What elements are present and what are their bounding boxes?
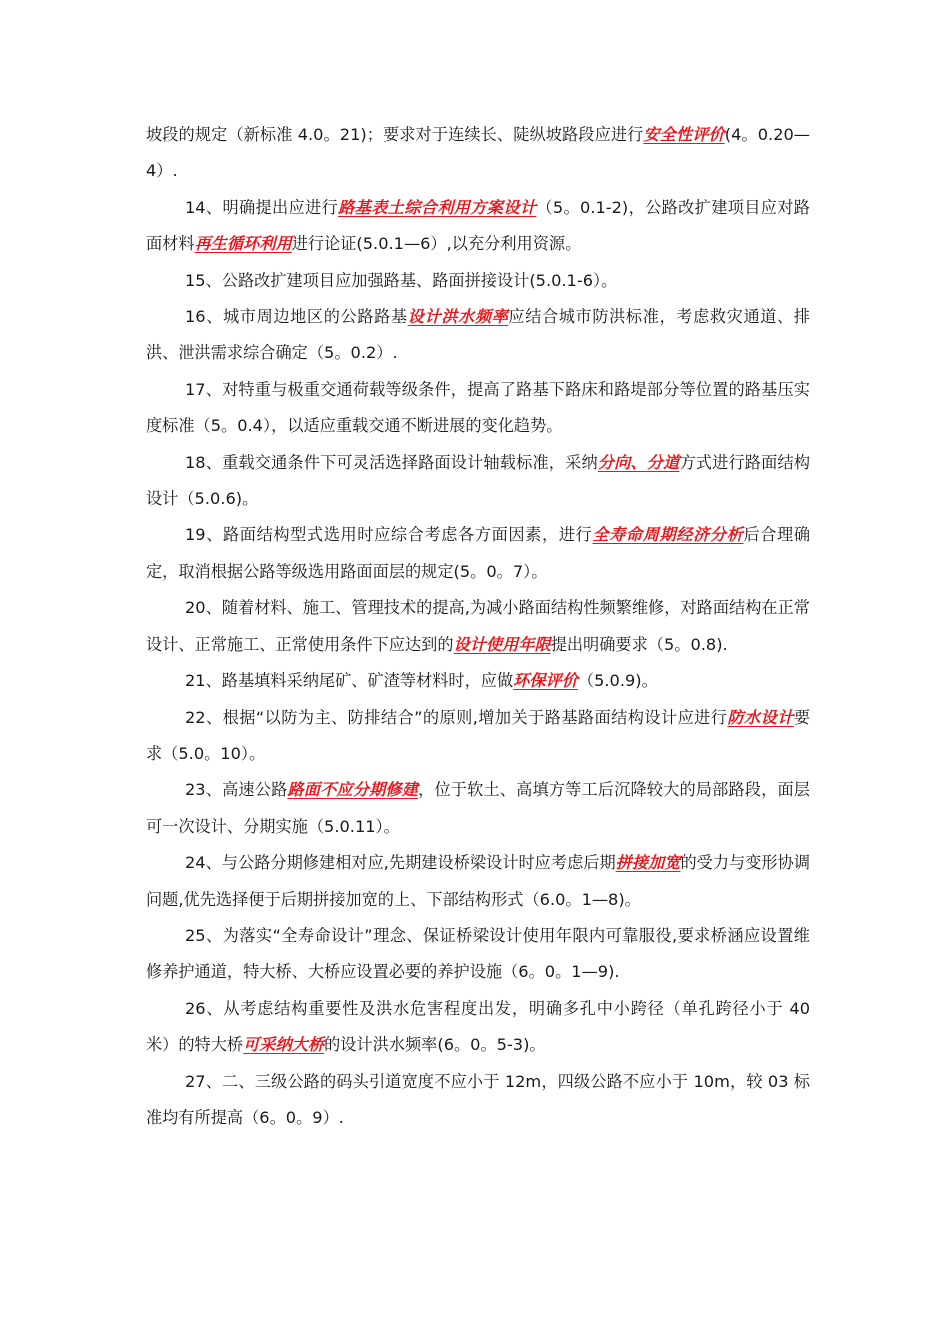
text-run: 要求（5.0。10）。 bbox=[146, 707, 811, 763]
text-run: 应结合城市防洪标准，考虑救灾通道、排洪、泄洪需求综合确定（5。0.2）. bbox=[146, 307, 810, 363]
text-run: ，位于软土、高填方等工后沉降较大的局部路段，面层可一次设计、分期实施（5.0.11）。 bbox=[146, 780, 810, 836]
text-run: (4。0.20—4）. bbox=[146, 125, 810, 181]
text-run: 的设计洪水频率(6。0。5-3)。 bbox=[324, 1035, 546, 1055]
paragraph-20 bbox=[146, 590, 810, 663]
paragraph-25 bbox=[146, 918, 810, 991]
highlighted-term: 路面不应分期修建 bbox=[287, 780, 419, 800]
text-run: 提出明确要求（5。0.8). bbox=[550, 634, 728, 654]
text-run: 进行论证(5.0.1—6）,以充分利用资源。 bbox=[291, 234, 582, 254]
text-run: 22、根据“以防为主、防排结合”的原则,增加关于路基路面结构设计应进行 bbox=[185, 707, 728, 727]
text-run: 18、重载交通条件下可灵活选择路面设计轴载标准，采纳 bbox=[185, 452, 598, 472]
text-run: 坡段的规定（新标准 4.0。21)；要求对于连续长、陡纵坡路段应进行 bbox=[146, 125, 644, 144]
highlighted-term: 环保评价 bbox=[513, 671, 578, 691]
paragraph-23 bbox=[146, 772, 810, 845]
text-run: 后合理确定，取消根据公路等级选用路面面层的规定(5。0。7）。 bbox=[146, 525, 811, 581]
text-run: 19、路面结构型式选用时应综合考虑各方面因素，进行 bbox=[185, 525, 593, 545]
highlighted-term: 防水设计 bbox=[727, 707, 794, 727]
text-run: 的受力与变形协调问题,优先选择便于后期拼接加宽的上、下部结构形式（6.0。1—8)。 bbox=[146, 853, 811, 909]
highlighted-term: 设计洪水频率 bbox=[407, 307, 509, 327]
text-run: 14、明确提出应进行 bbox=[185, 197, 339, 217]
document-page bbox=[146, 117, 810, 1136]
paragraph-15 bbox=[146, 263, 810, 299]
paragraph-22 bbox=[146, 700, 810, 773]
highlighted-term: 路基表土综合利用方案设计 bbox=[338, 197, 537, 217]
text-run: 27、二、三级公路的码头引道宽度不应小于 12m，四级公路不应小于 10m，较 03 标准均有所提高（6。0。9）. bbox=[146, 1071, 810, 1127]
document-body bbox=[146, 117, 810, 1136]
highlighted-term: 设计使用年限 bbox=[453, 634, 551, 654]
paragraph-26 bbox=[146, 991, 810, 1064]
text-run: 23、高速公路 bbox=[185, 780, 288, 800]
text-run: 20、随着材料、施工、管理技术的提高,为减小路面结构性频繁维修，对路面结构在正常设计、正常施工、正常使用条件下应达到的 bbox=[146, 598, 810, 654]
highlighted-term: 安全性评价 bbox=[643, 125, 725, 144]
paragraph-21 bbox=[146, 663, 810, 699]
paragraph-27 bbox=[146, 1064, 810, 1137]
text-run: （5.0.9)。 bbox=[577, 671, 658, 691]
text-run: 17、对特重与极重交通荷载等级条件，提高了路基下路床和路堤部分等位置的路基压实度标准（5。0.4），以适应重载交通不断进展的变化趋势。 bbox=[146, 379, 810, 436]
highlighted-term: 再生循环利用 bbox=[194, 234, 292, 254]
text-run: 方式进行路面结构设计（5.0.6)。 bbox=[146, 452, 811, 509]
text-run: 21、路基填料采纳尾矿、矿渣等材料时，应做 bbox=[185, 671, 514, 691]
highlighted-term: 分向、分道 bbox=[597, 452, 680, 472]
paragraph-18 bbox=[146, 445, 810, 518]
highlighted-term: 全寿命周期经济分析 bbox=[592, 525, 744, 545]
highlighted-term: 可采纳大桥 bbox=[243, 1035, 325, 1055]
text-run: 15、公路改扩建项目应加强路基、路面拼接设计(5.0.1-6）。 bbox=[185, 270, 618, 290]
paragraph-16 bbox=[146, 299, 810, 372]
paragraph-14 bbox=[146, 190, 810, 263]
paragraph-19 bbox=[146, 517, 810, 590]
text-run: 25、为落实“全寿命设计”理念、保证桥梁设计使用年限内可靠服役,要求桥涵应设置维修养护通道，特大桥、大桥应设置必要的养护设施（6。0。1—9). bbox=[146, 925, 810, 982]
highlighted-term: 拼接加宽 bbox=[615, 853, 681, 873]
text-run: 24、与公路分期修建相对应,先期建设桥梁设计时应考虑后期 bbox=[185, 853, 616, 873]
text-run: 26、从考虑结构重要性及洪水危害程度出发，明确多孔中小跨径（单孔跨径小于 40 米）的特大桥 bbox=[146, 998, 810, 1055]
text-run: 16、城市周边地区的公路路基 bbox=[185, 307, 408, 327]
text-run: （5。0.1-2)，公路改扩建项目应对路面材料 bbox=[146, 197, 810, 254]
paragraph-24 bbox=[146, 845, 810, 918]
paragraph-13-continued bbox=[146, 117, 810, 190]
paragraph-17 bbox=[146, 372, 810, 445]
